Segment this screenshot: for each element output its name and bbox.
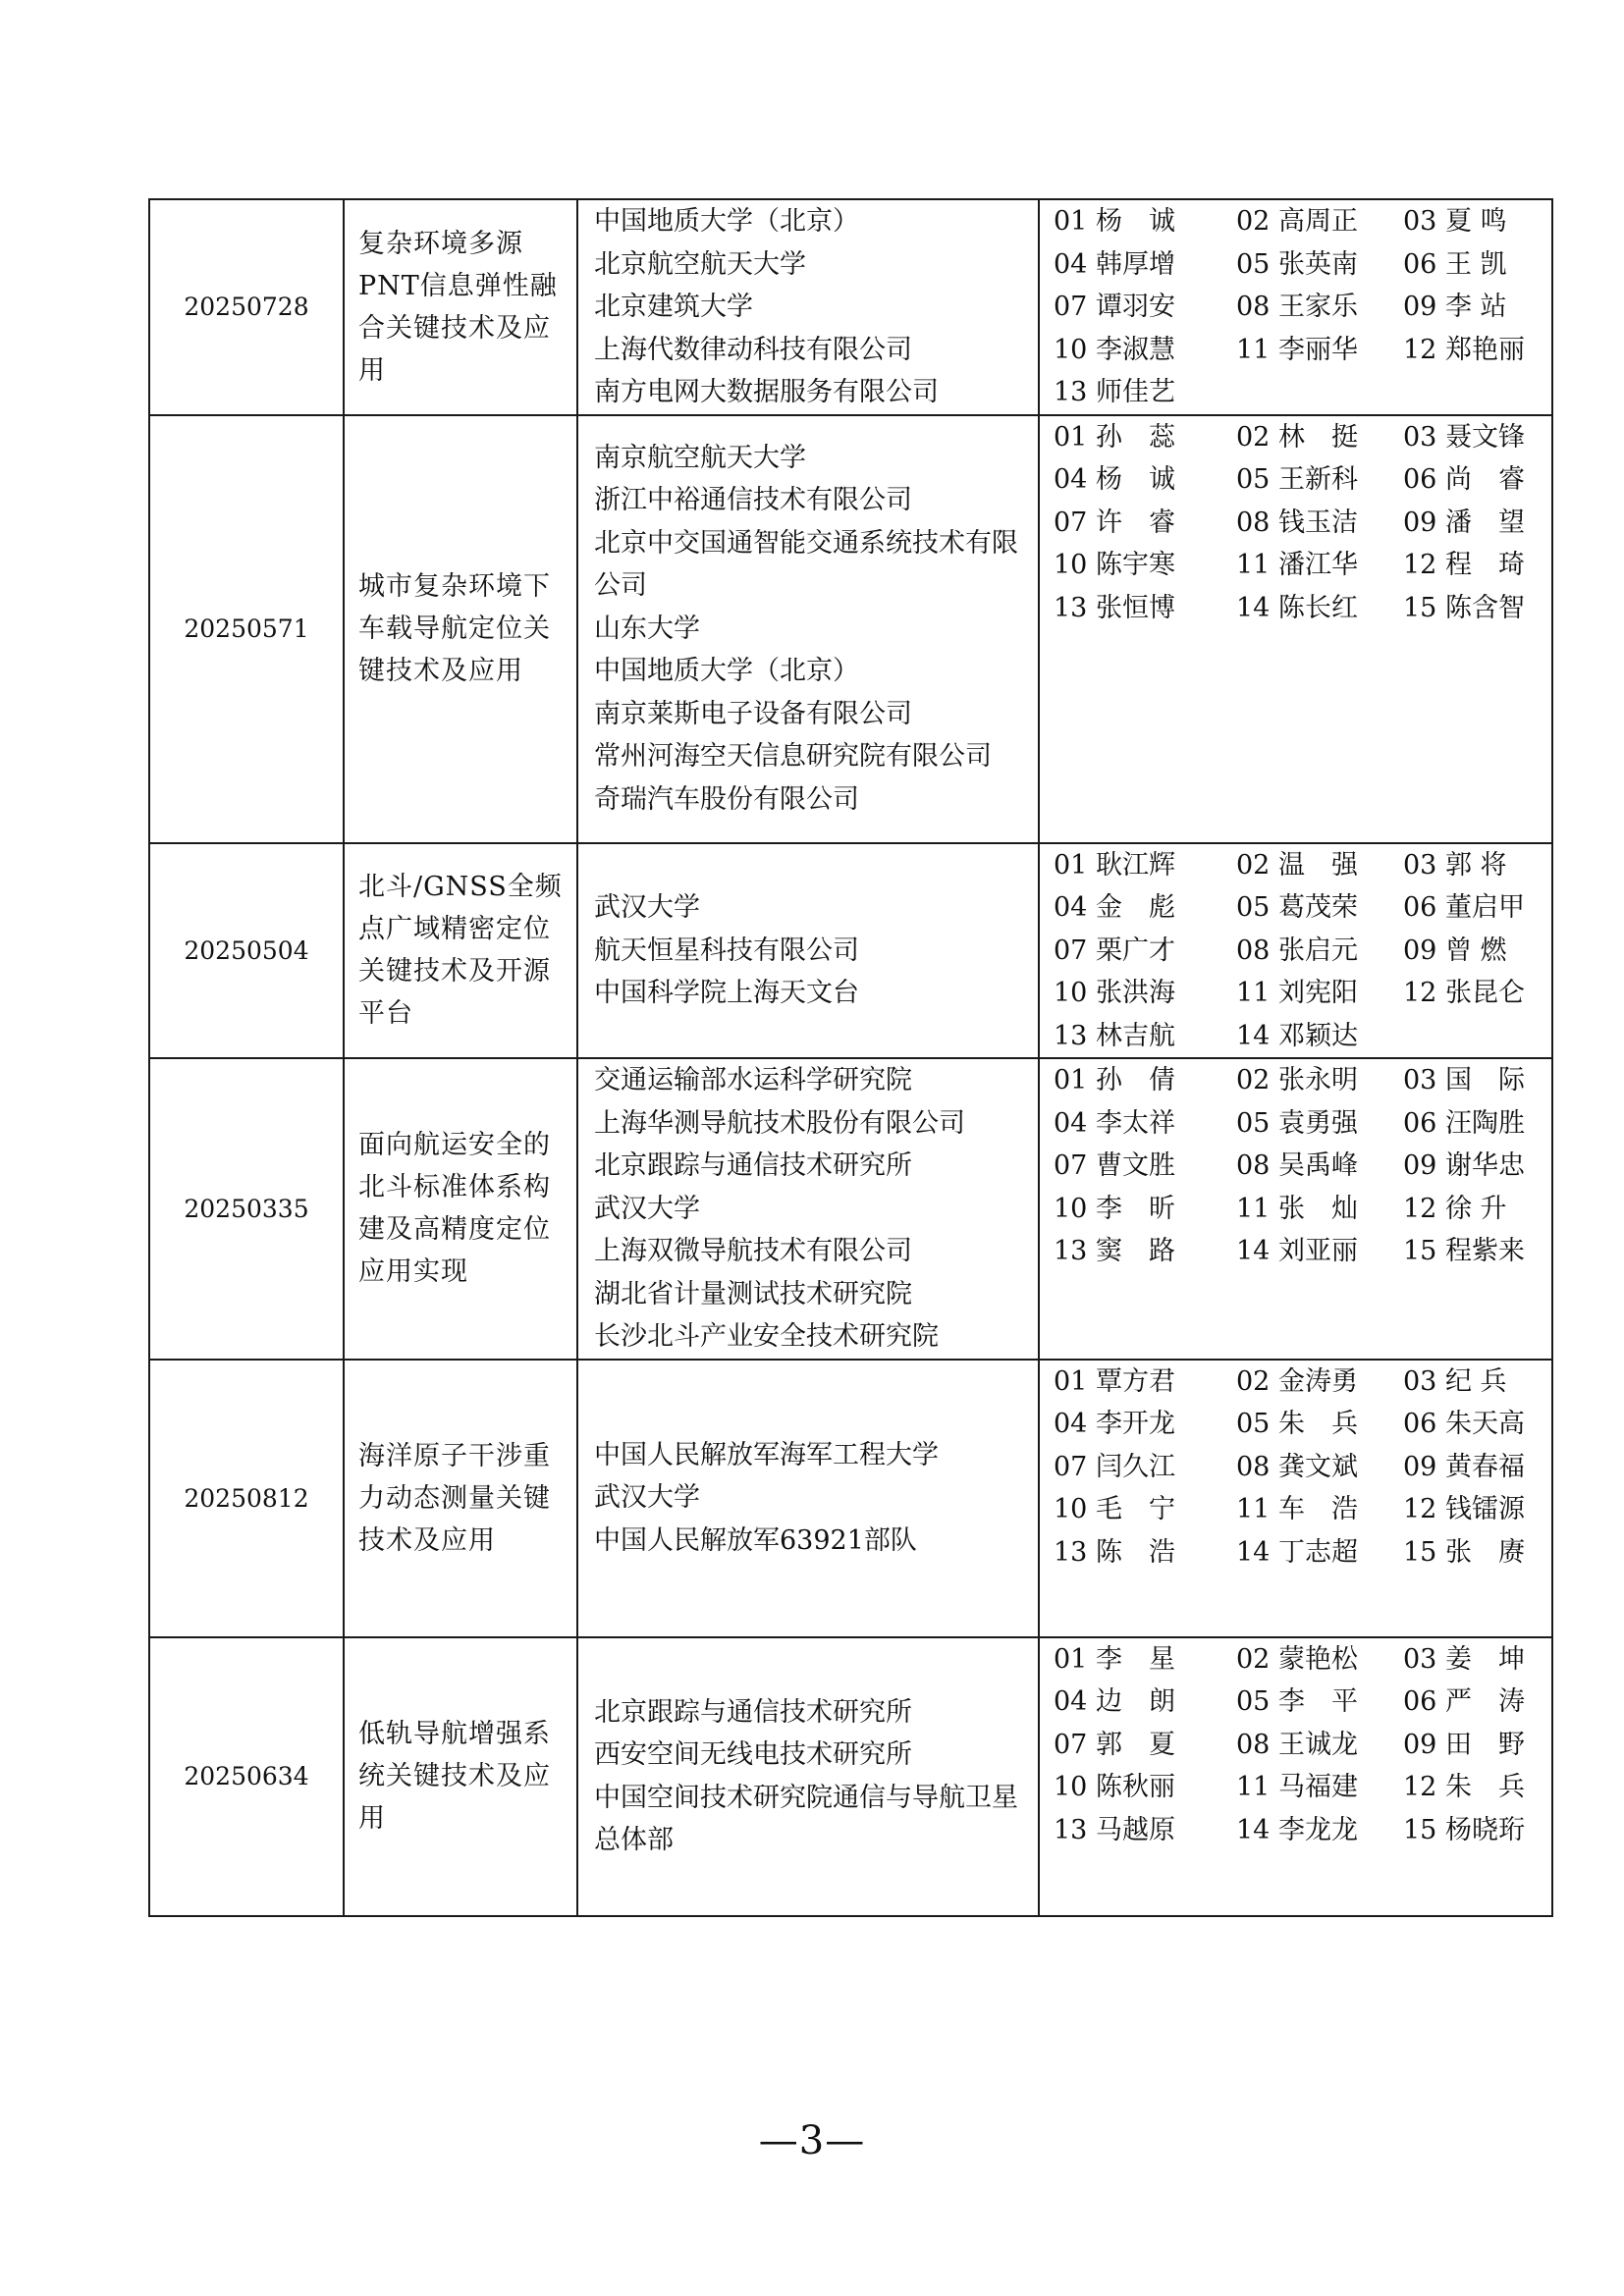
- person-name: 14 刘亚丽: [1236, 1236, 1358, 1266]
- person-name: 11 潘江华: [1236, 550, 1358, 580]
- person-name: 06 汪陶胜: [1403, 1107, 1525, 1139]
- person-name: 08 张启元: [1236, 934, 1358, 966]
- page-number: —3—: [758, 2118, 866, 2163]
- people-grid: [1054, 844, 1542, 1058]
- person-name: 10 张洪海: [1054, 978, 1175, 1008]
- person-name: 05 王新科: [1236, 464, 1358, 495]
- person-name: 04 李太祥: [1054, 1107, 1175, 1139]
- person-name: 02 金涛勇: [1236, 1365, 1358, 1397]
- project-name: 面向航运安全的北斗标准体系构建及高精度定位应用实现: [344, 1058, 577, 1360]
- people-cell: [1039, 843, 1552, 1059]
- person-name: 04 杨 诚: [1054, 464, 1175, 495]
- people-grid: [1054, 416, 1542, 630]
- units-list: [594, 1434, 1028, 1563]
- person-name: 09 潘 望: [1403, 507, 1525, 538]
- person-name: 12 徐 升: [1403, 1193, 1507, 1224]
- person-name: 06 王 凯: [1403, 248, 1507, 280]
- person-name: 10 陈宇寒: [1054, 550, 1175, 580]
- unit-name: 武汉大学: [594, 1482, 700, 1514]
- person-name: 02 蒙艳松: [1236, 1643, 1358, 1675]
- unit-name: 山东大学: [594, 613, 700, 644]
- project-number: 20250571: [149, 415, 344, 843]
- person-name: 04 韩厚增: [1054, 248, 1175, 280]
- person-name: 13 陈 浩: [1054, 1536, 1175, 1568]
- project-number: 20250504: [149, 843, 344, 1059]
- unit-name: 奇瑞汽车股份有限公司: [594, 783, 859, 815]
- unit-name: 航天恒星科技有限公司: [594, 934, 859, 966]
- person-name: 01 孙 倩: [1054, 1065, 1175, 1095]
- unit-name: 长沙北斗产业安全技术研究院: [594, 1321, 939, 1352]
- person-name: 08 王诚龙: [1236, 1729, 1358, 1760]
- units-list: [594, 1691, 1028, 1862]
- person-name: 15 张 赓: [1403, 1536, 1525, 1568]
- unit-name: 湖北省计量测试技术研究院: [594, 1278, 912, 1309]
- unit-name: 上海代数律动科技有限公司: [594, 334, 912, 365]
- people-grid: [1054, 1361, 1542, 1575]
- unit-name: 浙江中裕通信技术有限公司: [594, 485, 912, 516]
- person-name: 04 边 朗: [1054, 1686, 1175, 1717]
- unit-name: 中国空间技术研究院通信与导航卫星总体部: [594, 1782, 1018, 1855]
- person-name: 01 孙 蕊: [1054, 421, 1175, 453]
- person-name: 07 栗广才: [1054, 934, 1175, 966]
- person-name: 06 朱天高: [1403, 1409, 1525, 1439]
- unit-name: 南京莱斯电子设备有限公司: [594, 698, 912, 729]
- person-name: 05 张英南: [1236, 248, 1358, 280]
- person-name: 14 邓颖达: [1236, 1020, 1358, 1051]
- unit-name: 中国人民解放军海军工程大学: [594, 1439, 939, 1470]
- person-name: 11 李丽华: [1236, 334, 1358, 365]
- units-list: [594, 200, 1028, 414]
- units-cell: [577, 199, 1039, 415]
- person-name: 01 覃方君: [1054, 1365, 1175, 1397]
- person-name: 01 李 星: [1054, 1643, 1175, 1675]
- person-name: 05 袁勇强: [1236, 1107, 1358, 1139]
- person-name: 12 钱镭源: [1403, 1494, 1525, 1524]
- person-name: 05 李 平: [1236, 1686, 1358, 1717]
- person-name: 13 师佳艺: [1054, 377, 1175, 407]
- person-name: 06 董启甲: [1403, 892, 1525, 923]
- table-row: [149, 843, 1552, 1059]
- table-row: [149, 1058, 1552, 1360]
- person-name: 03 姜 坤: [1403, 1643, 1525, 1675]
- person-name: 10 毛 宁: [1054, 1494, 1175, 1524]
- person-name: 08 吴禹峰: [1236, 1150, 1358, 1181]
- person-name: 07 曹文胜: [1054, 1150, 1175, 1181]
- person-name: 10 李 昕: [1054, 1193, 1175, 1224]
- person-name: 05 朱 兵: [1236, 1409, 1358, 1439]
- person-name: 13 张恒博: [1054, 592, 1175, 623]
- units-list: [594, 886, 1028, 1015]
- project-name: 城市复杂环境下车载导航定位关键技术及应用: [344, 415, 577, 843]
- person-name: 06 严 涛: [1403, 1686, 1525, 1717]
- people-cell: [1039, 1637, 1552, 1916]
- person-name: 13 林吉航: [1054, 1020, 1175, 1051]
- person-name: 03 郭 将: [1403, 849, 1507, 881]
- person-name: 03 聂文锋: [1403, 421, 1525, 453]
- unit-name: 常州河海空天信息研究院有限公司: [594, 741, 992, 773]
- person-name: 07 谭羽安: [1054, 292, 1175, 322]
- units-cell: [577, 1637, 1039, 1916]
- person-name: 02 温 强: [1236, 849, 1358, 881]
- project-number: 20250728: [149, 199, 344, 415]
- unit-name: 南方电网大数据服务有限公司: [594, 377, 939, 407]
- project-number: 20250335: [149, 1058, 344, 1360]
- person-name: 07 闫久江: [1054, 1451, 1175, 1482]
- person-name: 10 李淑慧: [1054, 334, 1175, 365]
- people-grid: [1054, 200, 1542, 414]
- person-name: 09 曾 燃: [1403, 934, 1507, 966]
- person-name: 02 林 挺: [1236, 421, 1358, 453]
- project-name: 海洋原子干涉重力动态测量关键技术及应用: [344, 1360, 577, 1637]
- unit-name: 北京跟踪与通信技术研究所: [594, 1150, 912, 1181]
- person-name: 05 葛茂荣: [1236, 892, 1358, 923]
- unit-name: 武汉大学: [594, 1193, 700, 1224]
- person-name: 14 丁志超: [1236, 1536, 1358, 1568]
- person-name: 13 窦 路: [1054, 1236, 1175, 1266]
- project-name: 低轨导航增强系统关键技术及应用: [344, 1637, 577, 1916]
- person-name: 03 国 际: [1403, 1065, 1525, 1095]
- unit-name: 北京中交国通智能交通系统技术有限公司: [594, 527, 1018, 602]
- unit-name: 上海双微导航技术有限公司: [594, 1236, 912, 1266]
- unit-name: 北京跟踪与通信技术研究所: [594, 1696, 912, 1728]
- person-name: 09 田 野: [1403, 1729, 1525, 1760]
- unit-name: 交通运输部水运科学研究院: [594, 1065, 912, 1095]
- person-name: 11 车 浩: [1236, 1494, 1358, 1524]
- person-name: 03 纪 兵: [1403, 1365, 1507, 1397]
- person-name: 04 李开龙: [1054, 1409, 1175, 1439]
- unit-name: 武汉大学: [594, 892, 700, 923]
- table-row: [149, 1637, 1552, 1916]
- people-grid: [1054, 1059, 1542, 1273]
- person-name: 01 耿江辉: [1054, 849, 1175, 881]
- person-name: 15 杨晓珩: [1403, 1814, 1525, 1845]
- people-cell: [1039, 415, 1552, 843]
- person-name: 06 尚 睿: [1403, 464, 1525, 495]
- person-name: 13 马越原: [1054, 1814, 1175, 1845]
- person-name: 09 黄春福: [1403, 1451, 1525, 1482]
- project-number: 20250812: [149, 1360, 344, 1637]
- person-name: 14 陈长红: [1236, 592, 1358, 623]
- unit-name: 西安空间无线电技术研究所: [594, 1739, 912, 1770]
- unit-name: 北京建筑大学: [594, 292, 753, 322]
- person-name: 03 夏 鸣: [1403, 206, 1507, 237]
- person-name: 08 龚文斌: [1236, 1451, 1358, 1482]
- table-row: [149, 1360, 1552, 1637]
- people-cell: [1039, 1058, 1552, 1360]
- person-name: 11 刘宪阳: [1236, 978, 1358, 1008]
- table-row: [149, 199, 1552, 415]
- person-name: 15 程紫来: [1403, 1236, 1525, 1266]
- people-grid: [1054, 1638, 1542, 1852]
- unit-name: 中国地质大学（北京）: [594, 206, 859, 237]
- person-name: 02 张永明: [1236, 1065, 1358, 1095]
- unit-name: 北京航空航天大学: [594, 248, 806, 280]
- unit-name: 中国地质大学（北京）: [594, 656, 859, 687]
- person-name: 09 李 站: [1403, 292, 1507, 322]
- person-name: 09 谢华忠: [1403, 1150, 1525, 1181]
- unit-name: 上海华测导航技术股份有限公司: [594, 1107, 965, 1139]
- unit-name: 中国人民解放军63921部队: [594, 1524, 917, 1556]
- person-name: 12 郑艳丽: [1403, 334, 1525, 365]
- person-name: 15 陈含智: [1403, 592, 1525, 623]
- unit-name: 南京航空航天大学: [594, 442, 806, 473]
- units-cell: [577, 1360, 1039, 1637]
- person-name: 08 王家乐: [1236, 292, 1358, 322]
- awards-table: [148, 198, 1553, 1917]
- people-cell: [1039, 199, 1552, 415]
- person-name: 11 马福建: [1236, 1772, 1358, 1802]
- project-name: 复杂环境多源PNT信息弹性融合关键技术及应用: [344, 199, 577, 415]
- person-name: 11 张 灿: [1236, 1193, 1358, 1224]
- person-name: 14 李龙龙: [1236, 1814, 1358, 1845]
- units-cell: [577, 415, 1039, 843]
- table-row: [149, 415, 1552, 843]
- units-cell: [577, 843, 1039, 1059]
- person-name: 07 郭 夏: [1054, 1729, 1175, 1760]
- units-list: [594, 1059, 1028, 1359]
- person-name: 07 许 睿: [1054, 507, 1175, 538]
- units-list: [594, 437, 1028, 822]
- person-name: 08 钱玉洁: [1236, 507, 1358, 538]
- person-name: 12 程 琦: [1403, 550, 1525, 580]
- person-name: 02 高周正: [1236, 206, 1358, 237]
- person-name: 12 朱 兵: [1403, 1772, 1525, 1802]
- units-cell: [577, 1058, 1039, 1360]
- project-name: 北斗/GNSS全频点广域精密定位关键技术及开源平台: [344, 843, 577, 1059]
- person-name: 10 陈秋丽: [1054, 1772, 1175, 1802]
- person-name: 12 张昆仑: [1403, 978, 1525, 1008]
- person-name: 04 金 彪: [1054, 892, 1175, 923]
- project-number: 20250634: [149, 1637, 344, 1916]
- person-name: 01 杨 诚: [1054, 206, 1175, 237]
- unit-name: 中国科学院上海天文台: [594, 978, 859, 1008]
- people-cell: [1039, 1360, 1552, 1637]
